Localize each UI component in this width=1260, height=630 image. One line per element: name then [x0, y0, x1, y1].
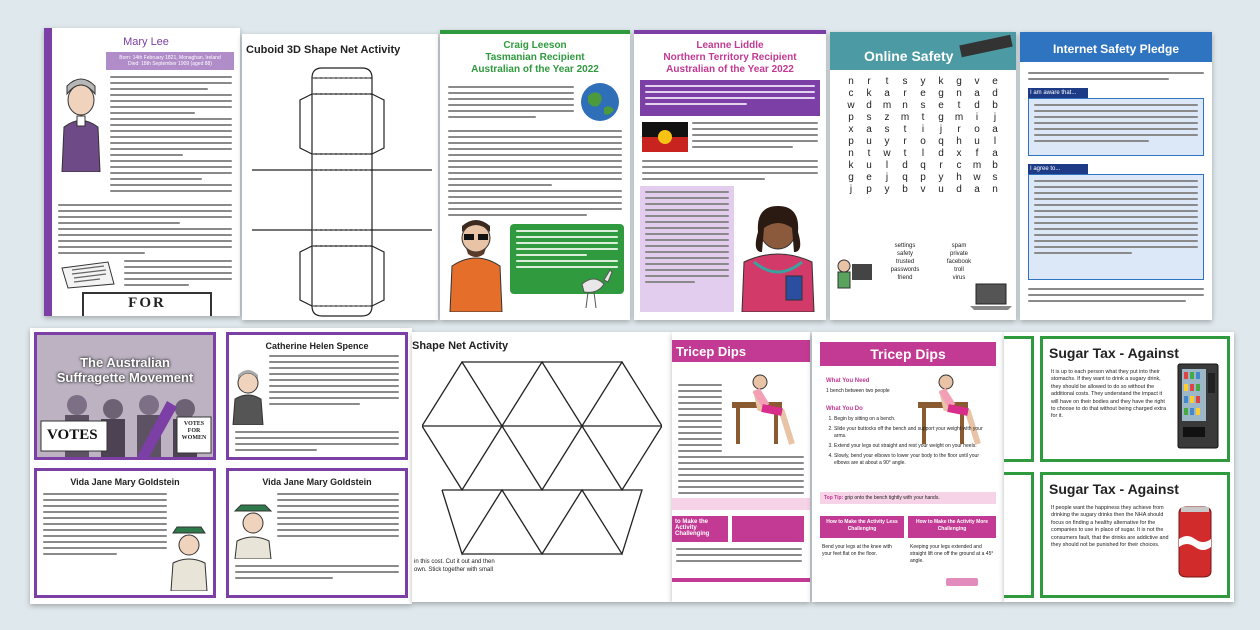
sugar-card-1-title: Sugar Tax - Against [1049, 345, 1179, 361]
sugar-card-partial-1 [1004, 336, 1034, 462]
sugar-card-1-text: It is up to each person what they put into their stomachs. If they want to drink a sugary drink, they should be allowed to do so without the additional costs. They understand the impact it will have on their bodies and they have the right to choose to do that without being charged extra for it. [1051, 369, 1167, 420]
word-virus: virus [952, 275, 966, 281]
word-spam: spam [951, 243, 967, 249]
word-list-right [934, 242, 984, 282]
word-search-letter: p [920, 172, 926, 183]
word-search-letter: u [938, 184, 944, 195]
word-search-letter: g [956, 76, 962, 87]
word-search-letter: e [920, 88, 926, 99]
word-search-letter: n [902, 100, 908, 111]
word-search-letter: p [848, 136, 854, 147]
word-safety: safety [896, 251, 913, 257]
tricep-step-4: 4. Slowly, bend your elbows to lower your body to the floor until your elbows are at about a 90° angle. [834, 453, 994, 467]
mary-lee-text-side [124, 260, 232, 286]
vida-2-text-2 [235, 565, 399, 579]
bird-image [564, 262, 620, 310]
tricep-need-label: What You Need [826, 378, 870, 384]
word-friend: friend [897, 275, 913, 281]
votes-sign-2-line3: WOMEN [181, 435, 207, 441]
sugar-card-partial-2 [1004, 472, 1034, 598]
tricep-left-text [678, 456, 804, 494]
internet-pledge-sheet [1020, 32, 1212, 320]
purple-border-bar [44, 28, 52, 316]
online-safety-sheet [830, 32, 1016, 320]
word-search-letter: x [848, 124, 854, 135]
word-search-letter: y [884, 184, 890, 195]
tricep-left-challenge-text [676, 548, 802, 562]
tricep-steps-list [826, 416, 994, 467]
word-search-letter: e [938, 100, 944, 111]
tricep-grip-image [946, 578, 978, 586]
soda-can-image [1175, 505, 1215, 579]
word-search-letter: b [902, 184, 908, 195]
craig-leeson-sheet [440, 30, 630, 320]
suffragette-title [41, 355, 209, 385]
word-search-letter: r [939, 160, 943, 171]
votes-sign-2-line2: FOR [187, 428, 201, 434]
word-search-letter: a [992, 148, 998, 159]
suffragette-sheet [30, 328, 412, 604]
mary-lee-sheet [44, 28, 240, 316]
tricep-left-grip-bar [672, 578, 810, 582]
tricep-step-1: 1. Begin by sitting on a bench. [834, 416, 994, 423]
word-search-letter: a [866, 124, 872, 135]
tricep-left-title: Tricep Dips [676, 344, 747, 359]
vending-machine-image [1177, 363, 1219, 449]
craig-title [440, 40, 630, 76]
leanne-liddle-sheet [634, 30, 826, 320]
tricep-tip-label: Top Tip: [824, 495, 844, 501]
word-search-letter: d [902, 160, 908, 171]
triangle-net-drawing [422, 358, 662, 564]
word-search-letter: f [975, 148, 979, 159]
word-search-grid [842, 76, 1004, 195]
word-search-letter: l [993, 136, 997, 147]
word-search-letter: s [920, 100, 926, 111]
word-search-letter: h [956, 172, 962, 183]
catherine-title: Catherine Helen Spence [265, 341, 369, 351]
word-search-letter: i [921, 124, 925, 135]
sugar-tax-sheet [1004, 332, 1234, 602]
word-search-letter: e [866, 172, 872, 183]
word-search-letter: d [938, 148, 944, 159]
tricep-more-text: Keeping your legs extended and straight lift one off the ground at a 45° angle. [910, 544, 994, 564]
leanne-name: Leanne Liddle [696, 40, 764, 51]
word-search-letter: t [903, 124, 907, 135]
word-search-letter: t [921, 112, 925, 123]
vida-1-title: Vida Jane Mary Goldstein [70, 477, 180, 487]
newspaper-icon [60, 260, 116, 290]
craig-illustration [444, 208, 508, 312]
suffragette-title-line1: The Australian [80, 355, 170, 370]
mary-lee-dates-banner [106, 52, 234, 70]
word-search-letter: t [957, 100, 961, 111]
mary-lee-text-bottom [58, 204, 232, 254]
word-search-letter: q [920, 160, 926, 171]
word-search-letter: l [885, 160, 889, 171]
vida-2-text [277, 493, 399, 537]
word-search-letter: z [884, 112, 890, 123]
word-search-letter: t [867, 148, 871, 159]
triangle-net-title: Shape Net Activity [412, 340, 509, 352]
word-search-letter: u [974, 136, 980, 147]
tricep-less-text: Bend your legs at the knee with your feet flat on the floor. [822, 544, 892, 557]
leanne-lilac-box [640, 186, 734, 312]
catherine-text [269, 355, 399, 405]
craig-name: Craig Leeson [503, 40, 567, 51]
word-search-letter: j [849, 184, 853, 195]
pledge-title: Internet Safety Pledge [1052, 42, 1180, 56]
pledge-intro-text [1028, 72, 1204, 80]
tricep-dips-sheet-right [812, 332, 1004, 602]
word-search-letter: g [848, 172, 854, 183]
word-search-letter: d [974, 100, 980, 111]
word-search-letter: x [956, 148, 962, 159]
word-search-letter: t [903, 148, 907, 159]
word-search-letter: r [957, 124, 961, 135]
tricep-right-title: Tricep Dips [870, 346, 946, 362]
word-search-letter: k [938, 76, 944, 87]
online-safety-title: Online Safety [864, 48, 954, 64]
word-search-letter: m [900, 112, 910, 123]
word-search-letter: s [902, 76, 908, 87]
purple-top-bar [634, 30, 826, 34]
word-search-letter: y [884, 136, 890, 147]
tricep-need-item: 1 bench between two people [826, 388, 890, 394]
tricep-left-more-header-block [732, 516, 804, 542]
tricep-tip-text: grip onto the bench tightly with your hands. [844, 495, 940, 501]
word-search-letter: w [973, 172, 981, 183]
word-passwords: passwords [890, 267, 920, 273]
tricep-left-tip-bar [672, 498, 810, 510]
leanne-illustration [734, 192, 822, 312]
word-search-letter: a [884, 88, 890, 99]
word-search-letter: j [939, 124, 943, 135]
tricep-step-3: 3. Extend your legs out straight and rest your weight on your heels. [834, 443, 994, 450]
votes-sign-2 [179, 421, 209, 442]
word-search-letter: v [974, 76, 980, 87]
pledge-section2-label: I agree to... [1028, 164, 1088, 174]
word-search-letter: v [920, 184, 926, 195]
vida-card-2 [226, 468, 408, 598]
word-search-letter: w [883, 148, 891, 159]
word-search-letter: r [867, 76, 871, 87]
word-search-letter: l [921, 148, 925, 159]
word-search-letter: j [885, 172, 889, 183]
word-search-letter: n [992, 184, 998, 195]
pledge-section1-label: I am aware that... [1028, 88, 1088, 98]
word-search-letter: u [866, 136, 872, 147]
word-search-letter: b [992, 160, 998, 171]
votes-sign-2-line1: VOTES [183, 421, 205, 427]
earth-image [580, 82, 620, 122]
word-search-letter: n [956, 88, 962, 99]
word-search-letter: q [938, 136, 944, 147]
tricep-left-challenge-header: to Make the Activity Challenging [672, 516, 728, 542]
word-search-letter: a [974, 184, 980, 195]
word-search-letter: w [847, 100, 855, 111]
word-search-letter: s [884, 124, 890, 135]
catherine-card [226, 332, 408, 460]
word-search-letter: t [885, 76, 889, 87]
word-search-letter: n [848, 76, 854, 87]
word-search-letter: g [938, 112, 944, 123]
word-search-letter: q [902, 172, 908, 183]
sugar-card-2-title: Sugar Tax - Against [1049, 481, 1179, 497]
word-search-letter: y [920, 76, 926, 87]
word-search-letter: m [954, 112, 964, 123]
word-search-letter: r [903, 88, 907, 99]
person-at-computer-image [834, 254, 874, 294]
mary-lee-text-top [110, 76, 232, 192]
leanne-body-text-2 [642, 160, 818, 180]
word-search-letter: m [882, 100, 892, 111]
craig-award: Australian of the Year 2022 [471, 64, 599, 75]
word-search-letter: k [848, 160, 854, 171]
tricep-exercise-image-left [726, 372, 806, 446]
word-search-letter: y [938, 172, 944, 183]
word-search-letter: a [992, 124, 998, 135]
vida-2-portrait [231, 497, 275, 559]
leanne-award: Australian of the Year 2022 [666, 64, 794, 75]
protest-sign-fragment [82, 292, 212, 316]
sugar-card-1 [1040, 336, 1230, 462]
suffragette-title-card [34, 332, 216, 460]
word-facebook: facebook [946, 259, 972, 265]
word-search-letter: g [938, 88, 944, 99]
word-private: private [949, 251, 968, 257]
word-search-letter: p [848, 112, 854, 123]
sugar-card-2-text: If people want the happiness they achieve from drinking the sugary drinks then the NHA should focus on finding a healthy alternative for the companies to use in place of sugar. It is not the consumers fault, that the drinks are addictive and they should not be punished for their choices. [1051, 505, 1169, 549]
pledge-section1-box [1028, 98, 1204, 156]
word-search-letter: o [920, 136, 926, 147]
tricep-dips-sheet-left [672, 332, 810, 602]
cuboid-title: Cuboid 3D Shape Net Activity [246, 44, 401, 56]
word-search-letter: d [956, 184, 962, 195]
word-settings: settings [894, 243, 916, 249]
leanne-intro-box [640, 80, 820, 116]
vida-1-portrait [167, 517, 211, 591]
green-top-bar [440, 30, 630, 34]
vida-2-title: Vida Jane Mary Goldstein [262, 477, 372, 487]
leanne-title [634, 40, 826, 76]
tricep-step-2: 2. Slide your buttocks off the bench and support your weight with your arms. [834, 426, 994, 440]
word-search-letter: s [866, 112, 872, 123]
word-list-left [878, 242, 932, 282]
leanne-body-text-1 [692, 122, 818, 148]
pledge-signature-lines [1028, 288, 1204, 302]
triangle-net-note-2: own. Stick together with small [414, 567, 494, 573]
triangle-net-note-1: in this cost. Cut it out and then [414, 559, 495, 565]
sugar-card-2 [1040, 472, 1230, 598]
triangle-net-sheet [412, 332, 672, 602]
craig-region: Tasmanian Recipient [485, 52, 585, 63]
cuboid-net-drawing [252, 64, 432, 318]
mary-lee-title: Mary Lee [123, 36, 169, 48]
laptop-image [970, 282, 1012, 312]
vida-1-text [43, 493, 167, 555]
mary-lee-died: Died: 18th September 1909 (aged 88) [128, 61, 212, 67]
craig-body-text [448, 130, 622, 216]
catherine-portrait [231, 365, 265, 425]
protest-sign-text: FOR [128, 295, 166, 311]
word-search-letter: c [848, 88, 854, 99]
suffragette-title-line2: Suffragette Movement [56, 370, 194, 385]
tricep-tip-bar [820, 492, 996, 504]
word-search-letter: i [975, 112, 979, 123]
tricep-more-header: How to Make the Activity More Challenging [908, 516, 996, 538]
tricep-left-steps [678, 384, 722, 452]
word-search-letter: d [866, 100, 872, 111]
word-search-letter: a [974, 88, 980, 99]
word-troll: troll [954, 267, 964, 273]
mary-lee-born: Born: 14th February 1821, Monaghan, Ireland [119, 55, 221, 61]
word-search-letter: o [974, 124, 980, 135]
word-search-letter: e [992, 76, 998, 87]
pledge-section2-box [1028, 174, 1204, 280]
vida-card-1 [34, 468, 216, 598]
aboriginal-flag [642, 122, 688, 152]
word-search-letter: h [956, 136, 962, 147]
word-search-letter: c [956, 160, 962, 171]
mary-lee-portrait [58, 72, 104, 172]
catherine-text-2 [235, 431, 399, 451]
word-search-letter: b [992, 100, 998, 111]
word-search-letter: m [972, 160, 982, 171]
word-search-letter: u [866, 160, 872, 171]
word-search-letter: n [848, 148, 854, 159]
leanne-region: Northern Territory Recipient [663, 52, 797, 63]
craig-intro-text [448, 86, 574, 118]
tricep-do-label: What You Do [826, 406, 863, 412]
word-search-letter: d [992, 88, 998, 99]
word-search-letter: j [993, 112, 997, 123]
word-trusted: trusted [895, 259, 915, 265]
triangle-net-instructions [414, 558, 495, 574]
word-search-letter: k [866, 88, 872, 99]
votes-sign-1: VOTES [47, 427, 98, 443]
word-search-letter: p [866, 184, 872, 195]
word-search-letter: r [903, 136, 907, 147]
cuboid-net-sheet [242, 34, 438, 320]
tricep-less-header: How to Make the Activity Less Challenging [820, 516, 904, 538]
word-search-letter: s [992, 172, 998, 183]
